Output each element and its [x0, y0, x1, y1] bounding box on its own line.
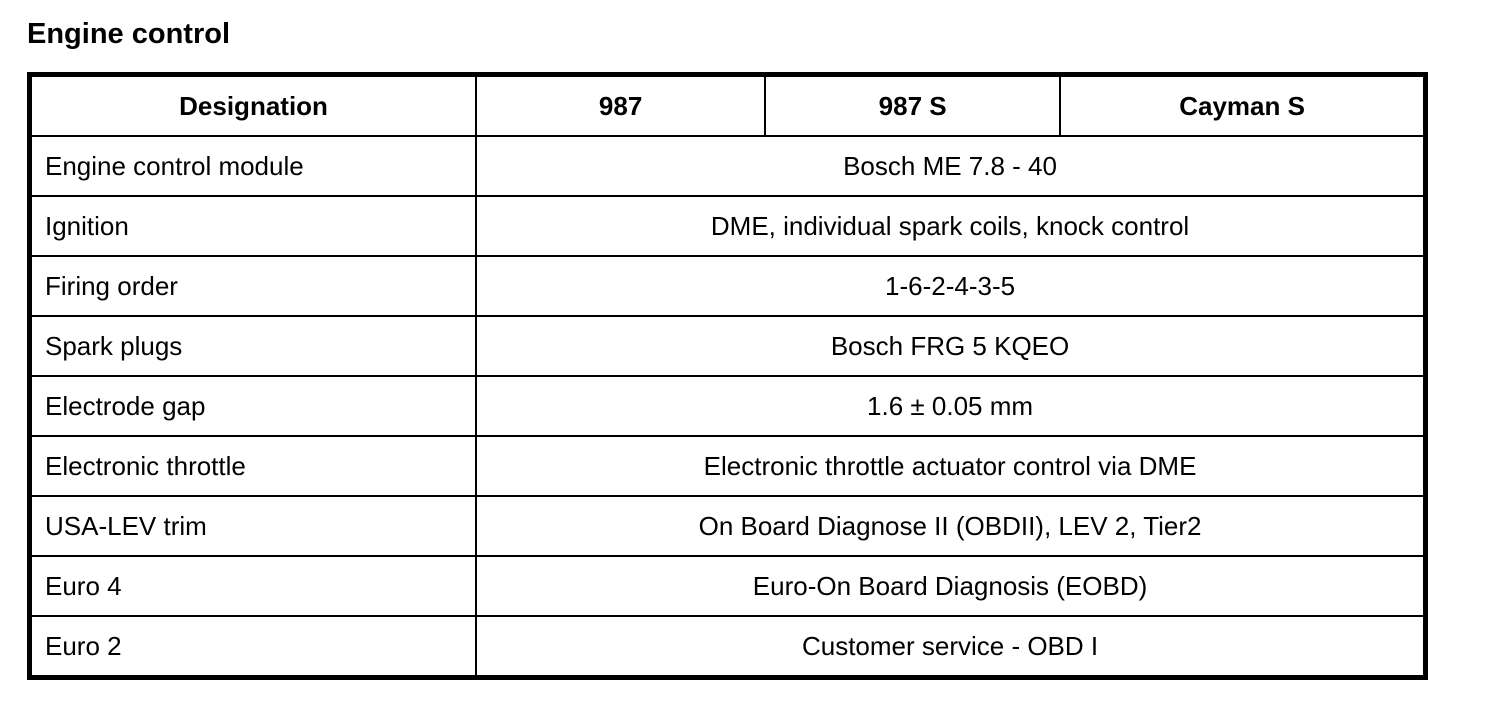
- header-designation: Designation: [30, 75, 477, 137]
- row-value: Euro-On Board Diagnosis (EOBD): [476, 556, 1425, 616]
- row-value: On Board Diagnose II (OBDII), LEV 2, Tier2: [476, 496, 1425, 556]
- table-row: [30, 496, 1426, 556]
- row-label: USA-LEV trim: [30, 496, 477, 556]
- row-label: Spark plugs: [30, 316, 477, 376]
- table-row: [30, 376, 1426, 436]
- header-cayman-s: Cayman S: [1060, 75, 1425, 137]
- engine-control-table: [27, 72, 1428, 680]
- row-value: Bosch FRG 5 KQEO: [476, 316, 1425, 376]
- row-label: Electronic throttle: [30, 436, 477, 496]
- table-row: [30, 436, 1426, 496]
- row-label: Electrode gap: [30, 376, 477, 436]
- row-value: Bosch ME 7.8 - 40: [476, 136, 1425, 196]
- row-label: Ignition: [30, 196, 477, 256]
- row-value: Customer service - OBD I: [476, 616, 1425, 678]
- row-label: Euro 4: [30, 556, 477, 616]
- table-row: [30, 196, 1426, 256]
- table-header-row: [30, 75, 1426, 137]
- row-value: DME, individual spark coils, knock control: [476, 196, 1425, 256]
- table-row: [30, 616, 1426, 678]
- row-label: Engine control module: [30, 136, 477, 196]
- page-title: Engine control: [27, 18, 230, 50]
- table-row: [30, 556, 1426, 616]
- row-value: 1.6 ± 0.05 mm: [476, 376, 1425, 436]
- table-row: [30, 316, 1426, 376]
- row-label: Euro 2: [30, 616, 477, 678]
- row-label: Firing order: [30, 256, 477, 316]
- row-value: Electronic throttle actuator control via DME: [476, 436, 1425, 496]
- header-987: 987: [476, 75, 765, 137]
- table-row: [30, 136, 1426, 196]
- row-value: 1-6-2-4-3-5: [476, 256, 1425, 316]
- header-987-s: 987 S: [765, 75, 1060, 137]
- table-row: [30, 256, 1426, 316]
